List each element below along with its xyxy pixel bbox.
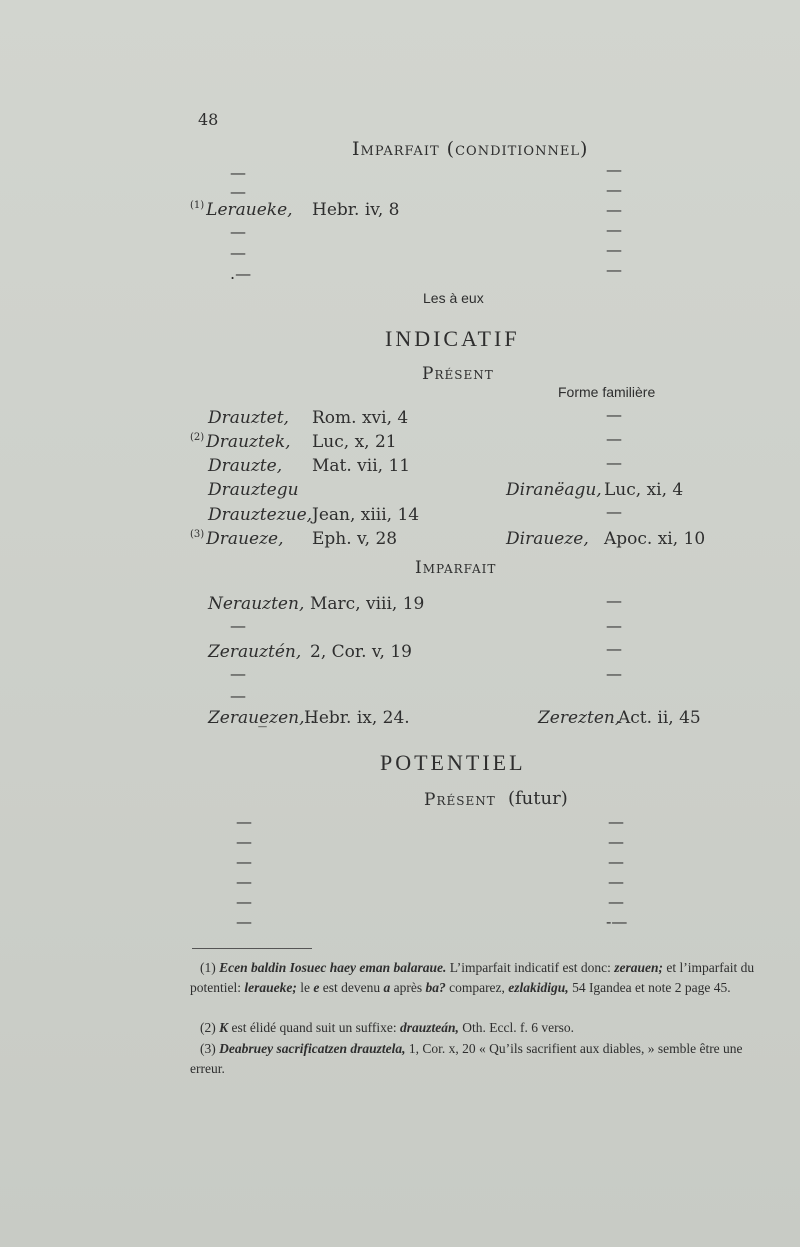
- fn-italic: ba?: [425, 980, 446, 995]
- footnote-mark: (2): [190, 432, 205, 444]
- imparfait-entry: Nerauzten,: [208, 594, 305, 614]
- page-number: 48: [198, 110, 219, 129]
- fn-italic: leraueke;: [244, 980, 297, 995]
- fn-italic: ezlakidigu,: [508, 980, 569, 995]
- entry-word: Draueze,: [206, 529, 284, 549]
- footnote-mark: (3): [200, 1041, 216, 1056]
- fn-text: le: [296, 980, 314, 995]
- indicatif-heading: INDICATIF: [385, 326, 520, 351]
- dash: —: [230, 664, 246, 683]
- dash: —: [608, 852, 624, 871]
- fn-italic: Deabruey sacrificatzen drauztela,: [219, 1041, 406, 1056]
- dash: —: [236, 832, 252, 851]
- familiar-form: Zerezten,: [538, 708, 621, 728]
- dash: —: [236, 892, 252, 911]
- reference: Marc, viii, 19: [310, 594, 425, 614]
- dash: —: [608, 832, 624, 851]
- fn-text: est devenu: [319, 980, 384, 995]
- fn-text: Oth. Eccl. f. 6 verso.: [458, 1020, 574, 1035]
- present-heading: Présent: [422, 364, 494, 384]
- dash: —: [606, 453, 622, 472]
- dash: —: [230, 616, 246, 635]
- familiar-reference: Apoc. xi, 10: [604, 529, 706, 549]
- familiar-form: Diranëagu,: [506, 480, 602, 500]
- imparfait-conditionnel-heading: Imparfait (conditionnel): [352, 138, 589, 160]
- reference: Hebr. ix, 24.: [304, 708, 410, 728]
- entry-word: Drauztezue,: [208, 505, 313, 525]
- dash: —: [236, 872, 252, 891]
- imparfait-heading: Imparfait: [415, 558, 497, 578]
- footnote-3: [190, 1039, 755, 1079]
- present-row: [208, 456, 282, 476]
- dash: —: [606, 429, 622, 448]
- reference: Jean, xiii, 14: [312, 505, 420, 525]
- footnote-mark: (1): [200, 960, 216, 975]
- footnote-mark: (1): [190, 200, 205, 212]
- dash: —: [606, 664, 622, 683]
- dash: -—: [606, 912, 628, 931]
- reference: 2, Cor. v, 19: [310, 642, 412, 662]
- forme-familiere-heading: Forme familière: [558, 384, 656, 400]
- dash: —: [606, 180, 622, 199]
- familiar-form: Diraueze,: [506, 529, 589, 549]
- footnote-mark: (2): [200, 1020, 216, 1035]
- entry-word: Leraueke,: [206, 200, 293, 220]
- dash: —: [606, 405, 622, 424]
- entry-word: Drauzte,: [208, 456, 283, 476]
- fn-italic: zerauen;: [614, 960, 663, 975]
- present-row: [208, 480, 299, 500]
- reference: Rom. xvi, 4: [312, 408, 409, 428]
- fn-text: comparez,: [445, 980, 509, 995]
- dash: —: [230, 163, 246, 182]
- futur-label: (futur): [508, 788, 568, 809]
- dash: —: [606, 220, 622, 239]
- present-row: [190, 432, 291, 452]
- fn-text: et l’imparfait du potentiel:: [190, 960, 755, 995]
- fn-text: 1, Cor. x, 20 « Qu’ils sacrifient aux diables, » semble être une erreur.: [190, 1041, 743, 1076]
- dash: —: [230, 686, 246, 705]
- dash: —: [606, 502, 622, 521]
- fn-italic: drauzteán,: [400, 1020, 459, 1035]
- footnote-rule: [192, 948, 312, 949]
- present-row: [190, 529, 284, 549]
- fn-text: est élidé quand suit un suffixe:: [228, 1020, 400, 1035]
- dash: —: [606, 639, 622, 658]
- footnote-mark: (3): [190, 529, 205, 541]
- reference: Hebr. iv, 8: [312, 200, 400, 220]
- entry-word: Drauztet,: [208, 408, 289, 428]
- dash: —: [236, 912, 252, 931]
- entry-word: Drauztegu: [208, 480, 299, 500]
- dash: —: [606, 616, 622, 635]
- footnote-1: [190, 958, 755, 998]
- entry-word: Drauztek,: [206, 432, 291, 452]
- familiar-reference: Luc, xi, 4: [604, 480, 684, 500]
- fn-text: L’imparfait indicatif est donc:: [446, 960, 615, 975]
- reference: Luc, x, 21: [312, 432, 397, 452]
- reference: Mat. vii, 11: [312, 456, 411, 476]
- imparfait-entry: Zerauztén,: [208, 642, 302, 662]
- fn-italic: Ecen baldin Iosuec haey eman balaraue.: [219, 960, 447, 975]
- imparfait-entry: Zeraue̲zen, .: [208, 708, 316, 728]
- dash: —: [236, 812, 252, 831]
- fn-text: 54 Igandea et note 2 page 45.: [568, 980, 731, 995]
- dash: —: [230, 182, 246, 201]
- present-row: [208, 505, 312, 525]
- dash: —: [608, 812, 624, 831]
- dash: —: [608, 892, 624, 911]
- present-futur-heading: Présent: [424, 790, 496, 810]
- fn-italic: e: [313, 980, 320, 995]
- dash: —: [230, 243, 246, 262]
- dash: —: [606, 260, 622, 279]
- fn-italic: a: [383, 980, 391, 995]
- familiar-reference: Act. ii, 45: [618, 708, 701, 728]
- reference: Eph. v, 28: [312, 529, 398, 549]
- dash: —: [608, 872, 624, 891]
- potentiel-heading: POTENTIEL: [380, 750, 526, 775]
- dash: .—: [230, 264, 252, 283]
- dash: —: [606, 240, 622, 259]
- dash: —: [606, 160, 622, 179]
- section-title: Les à eux: [423, 290, 484, 306]
- fn-italic: K: [219, 1020, 229, 1035]
- footnote-2: [190, 1018, 755, 1038]
- present-row: [208, 408, 289, 428]
- fn-text: après: [390, 980, 426, 995]
- dash: —: [606, 591, 622, 610]
- dash: —: [236, 852, 252, 871]
- entry-leraueke: [190, 200, 293, 220]
- dash: —: [230, 222, 246, 241]
- dash: —: [606, 200, 622, 219]
